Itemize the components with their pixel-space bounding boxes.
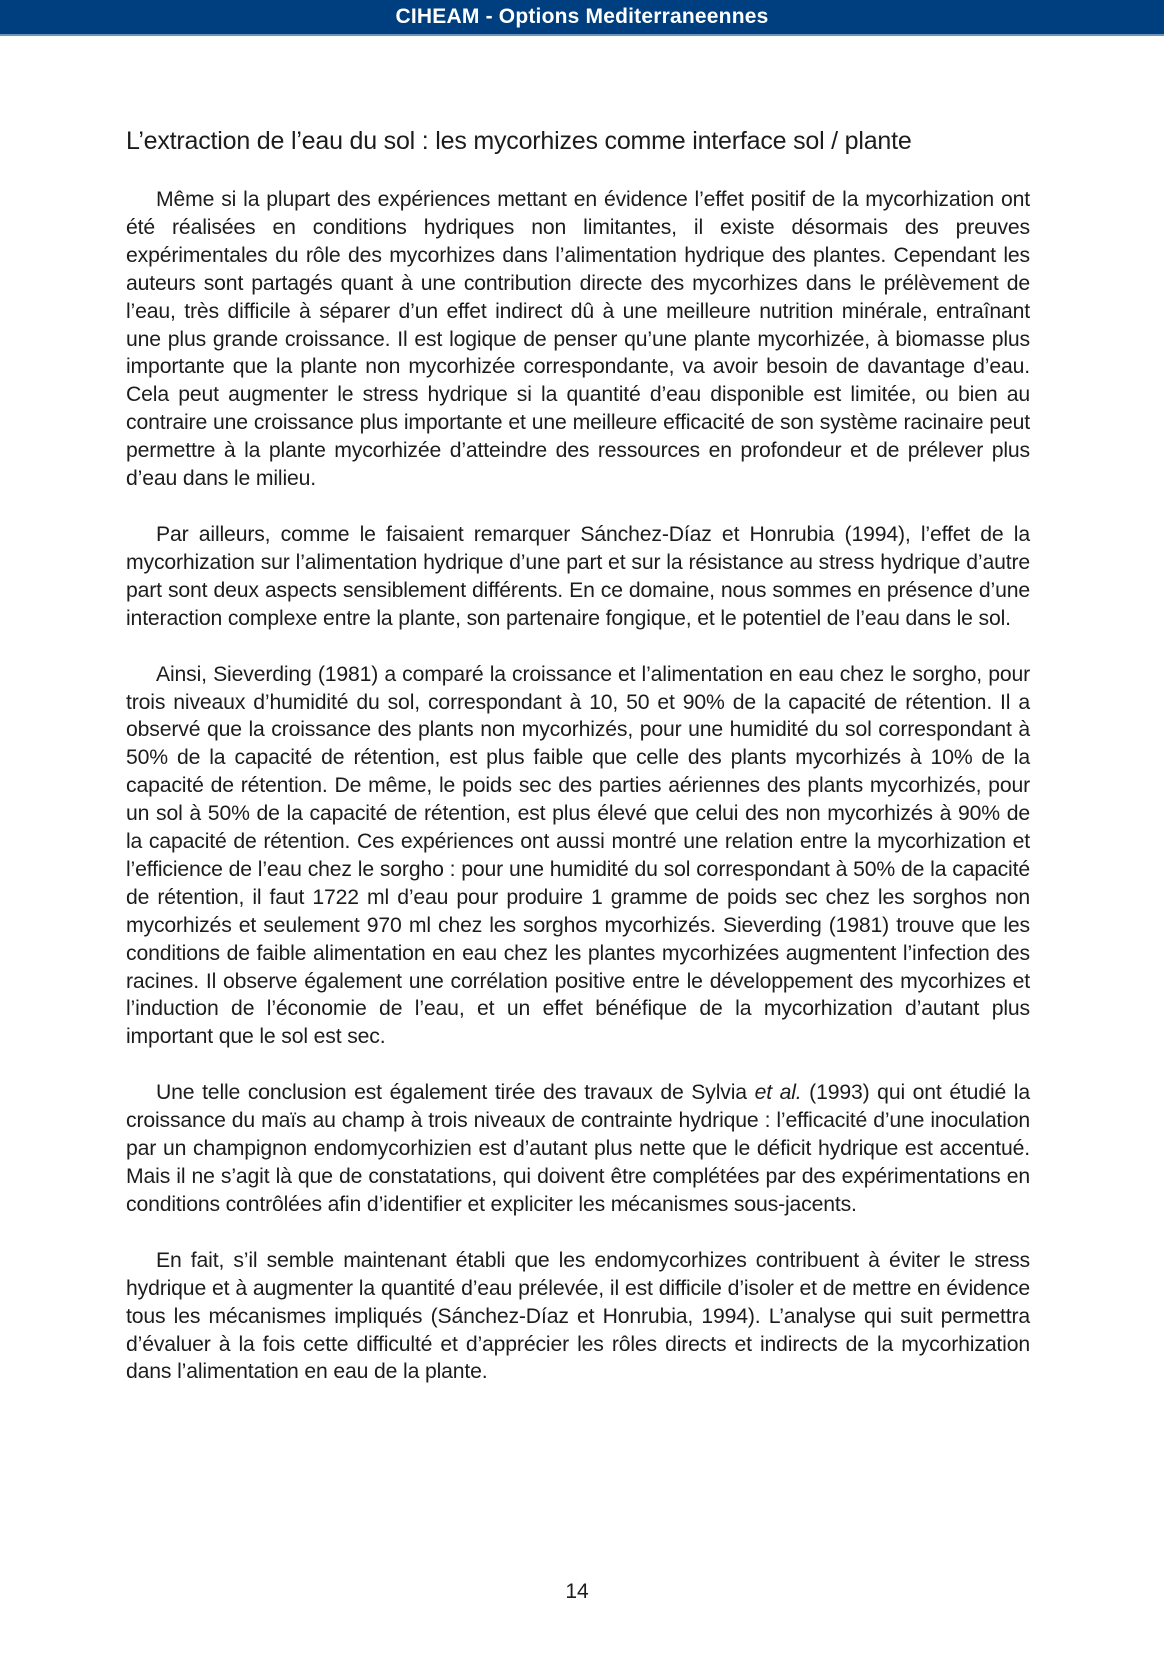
paragraph-4 [126,1079,1030,1219]
banner-title: CIHEAM - Options Mediterraneennes [395,5,769,28]
header-banner [0,0,1164,36]
paragraph-4-text-b: (1993) qui ont étudié la croissance du maïs au champ à trois niveaux de contrainte hydrique : l’efficacité d’une inoculation par un champignon endomycorhizien est d’autant plus nette que le déficit hydrique est accentué. Mais il ne s’agit là que de constatations, qui doivent être complétées par des expérimentations en conditions contrôlées afin d’identifier et expliciter les mécanismes sous-jacents. [126,1081,1030,1216]
citation-et-al: et al. [754,1081,802,1105]
paragraph-5: En fait, s’il semble maintenant établi que les endomycorhizes contribuent à éviter le stress hydrique et à augmenter la quantité d’eau prélevée, il est difficile d’isoler et de mettre en évidence tous les mécanismes impliqués (Sánchez-Díaz et Honrubia, 1994). L’analyse qui suit permettra d’évaluer à la fois cette difficulté et d’apprécier les rôles directs et indirects de la mycorhization dans l’alimentation en eau de la plante. [126,1248,1030,1384]
paragraph-1: Même si la plupart des expériences mettant en évidence l’effet positif de la mycorhization ont été réalisées en conditions hydriques non limitantes, il existe désormais des preuves expérimentales du rôle des mycorhizes dans l’alimentation hydrique des plantes. Cependant les auteurs sont partagés quant à une contribution directe des mycorhizes dans le prélèvement de l’eau, très difficile à séparer d’un effet indirect dû à une meilleure nutrition minérale, entraînant une plus grande croissance. Il est logique de penser qu’une plante mycorhizée, à biomasse plus importante que la plante non mycorhizée correspondante, va avoir besoin de davantage d’eau. Cela peut augmenter le stress hydrique si la quantité d’eau disponible est limitée, ou bien au contraire une croissance plus importante et une meilleure efficacité de son système racinaire peut permettre à la plante mycorhizée d’atteindre des ressources en profondeur et de prélever plus d’eau dans le milieu. [126,188,1030,491]
paragraph-3: Ainsi, Sieverding (1981) a comparé la croissance et l’alimentation en eau chez le sorgho, pour trois niveaux d’humidité du sol, correspondant à 10, 50 et 90% de la capacité de rétention. Il a observé que la croissance des plants non mycorhizés, pour une humidité du sol correspondant à 50% de la capacité de rétention, est plus faible que celle des plants mycorhizés à 10% de la capacité de rétention. De même, le poids sec des parties aériennes des plants mycorhizés, pour un sol à 50% de la capacité de rétention, est plus élevé que celui des non mycorhizés à 90% de la capacité de rétention. Ces expériences ont aussi montré une relation entre la mycorhization et l’efficience de l’eau chez le sorgho : pour une humidité du sol correspondant à 50% de la capacité de rétention, il faut 1722 ml d’eau pour produire 1 gramme de poids sec chez les sorghos non mycorhizés et seulement 970 ml chez les sorghos mycorhizés. Sieverding (1981) trouve que les conditions de faible alimentation en eau chez les plantes mycorhizées augmentent l’infection des racines. Il observe également une corrélation positive entre le développement des mycorhizes et l’induction de l’économie de l’eau, et un effet bénéfique de la mycorhization d’autant plus important que le sol est sec. [126,662,1030,1049]
paragraph-2: Par ailleurs, comme le faisaient remarquer Sánchez-Díaz et Honrubia (1994), l’effet de la mycorhization sur l’alimentation hydrique d’une part et sur la résistance au stress hydrique d’autre part sont deux aspects sensiblement différents. En ce domaine, nous sommes en présence d’une interaction complexe entre la plante, son partenaire fongique, et le potentiel de l’eau dans le sol. [126,522,1030,630]
section-heading: L’extraction de l’eau du sol : les mycorhizes comme interface sol / plante [126,127,912,155]
page-number: 14 [565,1580,589,1603]
document-page [126,126,1030,1414]
paragraph-4-text-a: Une telle conclusion est également tirée des travaux de Sylvia [156,1081,755,1105]
